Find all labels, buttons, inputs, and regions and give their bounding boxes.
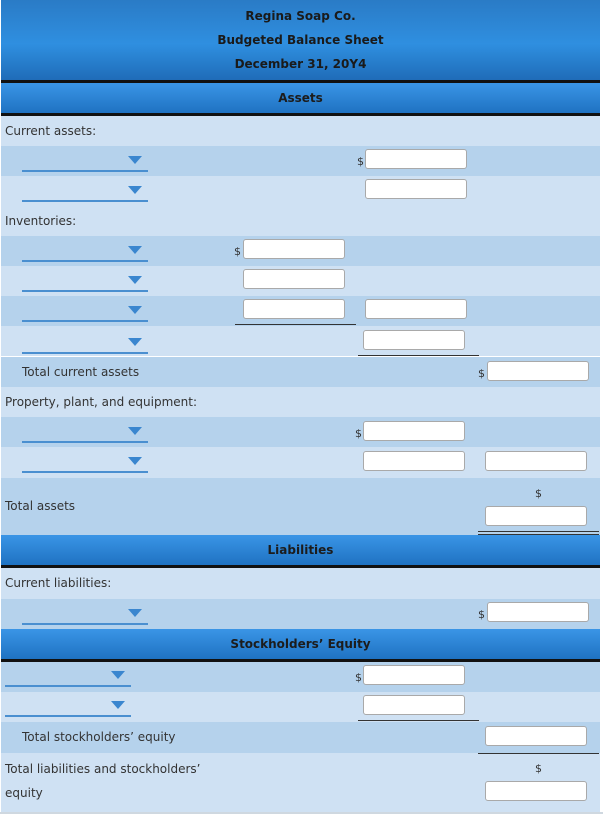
liabilities-heading: Liabilities [267, 543, 334, 557]
row-equity-1 [1, 662, 600, 692]
current-liabilities-label: Current liabilities: [5, 576, 112, 590]
chevron-down-icon [128, 246, 142, 254]
row-inventories-label [1, 206, 600, 236]
currency-symbol: $ [478, 367, 485, 380]
total-equity-amount[interactable] [485, 726, 587, 746]
row-total-equity [1, 722, 600, 753]
chevron-down-icon [128, 276, 142, 284]
equity-1-amount[interactable] [363, 665, 465, 685]
total-current-assets-amount[interactable] [487, 361, 589, 381]
total-current-assets-label: Total current assets [22, 365, 140, 379]
total-assets-amount[interactable] [485, 506, 587, 526]
equity-1-select[interactable] [5, 663, 131, 687]
row-total-current-assets [1, 357, 600, 387]
total-assets-label: Total assets [5, 499, 76, 513]
assets-section-header [1, 83, 600, 113]
currency-symbol: $ [355, 671, 362, 684]
equity-section-header [1, 629, 600, 659]
inventory-1-select[interactable] [22, 238, 148, 262]
equity-2-amount[interactable] [363, 695, 465, 715]
chevron-down-icon [111, 671, 125, 679]
current-assets-label: Current assets: [5, 124, 97, 138]
chevron-down-icon [128, 186, 142, 194]
current-asset-2-select[interactable] [22, 178, 148, 202]
row-inventory-2 [1, 266, 600, 296]
currency-symbol: $ [234, 245, 241, 258]
current-liability-1-amount[interactable] [487, 602, 589, 622]
liabilities-section-header [1, 535, 600, 565]
inventories-total-amount[interactable] [365, 299, 467, 319]
row-current-assets-label [1, 116, 600, 146]
chevron-down-icon [128, 609, 142, 617]
row-current-liability-1 [1, 599, 600, 629]
currency-symbol: $ [478, 608, 485, 621]
total-equity-label: Total stockholders’ equity [22, 730, 176, 744]
inventory-3-amount[interactable] [243, 299, 345, 319]
total-liab-equity-label-line1: Total liabilities and stockholders’ [5, 762, 201, 776]
equity-heading: Stockholders’ Equity [230, 637, 371, 651]
equity-2-select[interactable] [5, 693, 131, 717]
ppe-1-select[interactable] [22, 419, 148, 443]
current-asset-3-select[interactable] [22, 330, 148, 354]
statement-title: Budgeted Balance Sheet [217, 33, 384, 47]
assets-heading: Assets [278, 91, 323, 105]
row-current-liabilities-label [1, 568, 600, 599]
currency-symbol: $ [357, 155, 364, 168]
current-asset-2-amount[interactable] [365, 179, 467, 199]
ppe-label: Property, plant, and equipment: [5, 395, 198, 409]
current-liability-1-select[interactable] [22, 601, 148, 625]
row-equity-2 [1, 692, 600, 722]
ppe-2-amount[interactable] [363, 451, 465, 471]
currency-symbol: $ [535, 487, 542, 500]
row-current-asset-2 [1, 176, 600, 206]
subtotal-underline [358, 720, 479, 721]
ppe-2-select[interactable] [22, 449, 148, 473]
inventory-3-select[interactable] [22, 298, 148, 322]
row-ppe-2 [1, 447, 600, 478]
subtotal-underline [478, 753, 599, 754]
ppe-total-amount[interactable] [485, 451, 587, 471]
row-ppe-label [1, 387, 600, 417]
total-liab-equity-label-line2: equity [5, 786, 43, 800]
ppe-1-amount[interactable] [363, 421, 465, 441]
statement-header [1, 0, 600, 80]
chevron-down-icon [128, 338, 142, 346]
row-current-asset-1 [1, 146, 600, 176]
statement-date: December 31, 20Y4 [234, 57, 367, 71]
chevron-down-icon [128, 306, 142, 314]
inventory-2-select[interactable] [22, 268, 148, 292]
chevron-down-icon [111, 701, 125, 709]
chevron-down-icon [128, 457, 142, 465]
company-name: Regina Soap Co. [245, 9, 356, 23]
currency-symbol: $ [535, 762, 542, 775]
row-current-asset-3 [1, 326, 600, 356]
chevron-down-icon [128, 156, 142, 164]
row-total-assets [1, 478, 600, 535]
row-ppe-1 [1, 417, 600, 447]
currency-symbol: $ [355, 427, 362, 440]
current-asset-1-amount[interactable] [365, 149, 467, 169]
current-asset-3-amount[interactable] [363, 330, 465, 350]
inventory-1-amount[interactable] [243, 239, 345, 259]
inventory-2-amount[interactable] [243, 269, 345, 289]
row-inventory-1 [1, 236, 600, 266]
current-asset-1-select[interactable] [22, 148, 148, 172]
row-total-liab-equity [1, 753, 600, 812]
row-inventory-3 [1, 296, 600, 326]
total-liab-equity-amount[interactable] [485, 781, 587, 801]
chevron-down-icon [128, 427, 142, 435]
subtotal-underline [358, 355, 479, 356]
subtotal-underline [235, 324, 356, 325]
inventories-label: Inventories: [5, 214, 77, 228]
